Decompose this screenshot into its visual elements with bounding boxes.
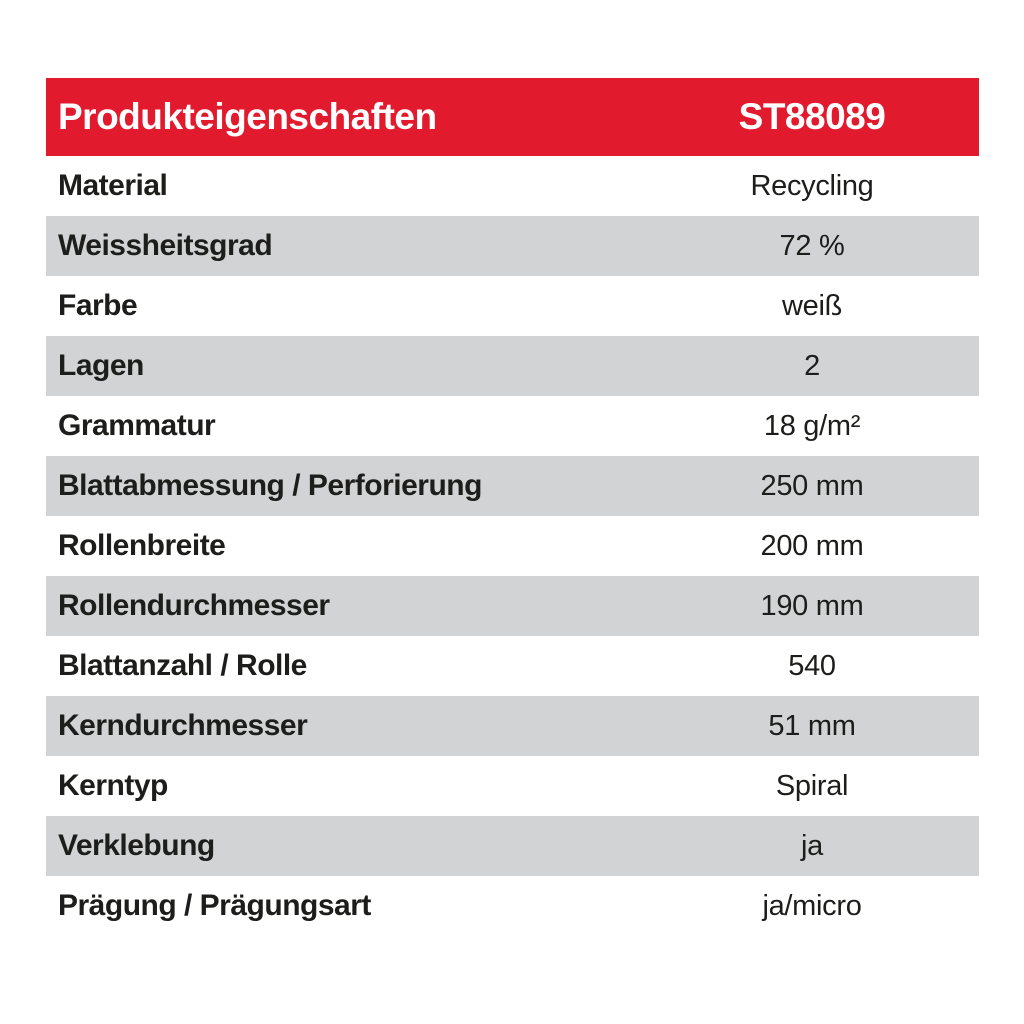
table-row bbox=[46, 696, 979, 756]
property-label: Rollendurchmesser bbox=[58, 589, 330, 622]
table-row bbox=[46, 156, 979, 216]
property-value: Spiral bbox=[775, 769, 849, 802]
property-label: Lagen bbox=[58, 349, 144, 382]
property-value: weiß bbox=[781, 289, 843, 322]
property-value: 51 mm bbox=[768, 709, 856, 742]
table-row bbox=[46, 456, 979, 516]
property-value: 200 mm bbox=[760, 529, 864, 562]
property-label: Material bbox=[58, 169, 168, 202]
property-label: Blattanzahl / Rolle bbox=[58, 649, 307, 682]
table-row bbox=[46, 396, 979, 456]
property-label: Grammatur bbox=[58, 409, 216, 442]
table-title: Produkteigenschaften bbox=[58, 96, 437, 137]
property-value: Recycling bbox=[750, 169, 874, 202]
table-row bbox=[46, 216, 979, 276]
table-row bbox=[46, 336, 979, 396]
property-label: Farbe bbox=[58, 289, 138, 322]
property-label: Verklebung bbox=[58, 829, 215, 862]
property-label: Blattabmessung / Perforierung bbox=[58, 469, 482, 502]
table-row bbox=[46, 576, 979, 636]
property-value: 540 bbox=[788, 649, 836, 682]
product-properties-table bbox=[46, 78, 979, 936]
property-label: Kerntyp bbox=[58, 769, 168, 802]
property-value: ja/micro bbox=[762, 889, 862, 922]
property-value: 2 bbox=[804, 349, 820, 382]
property-label: Prägung / Prägungsart bbox=[58, 889, 371, 922]
product-code: ST88089 bbox=[738, 96, 886, 137]
property-label: Kerndurchmesser bbox=[58, 709, 308, 742]
table-row bbox=[46, 516, 979, 576]
property-value: 18 g/m² bbox=[763, 409, 861, 442]
property-value: 250 mm bbox=[760, 469, 864, 502]
table-row bbox=[46, 276, 979, 336]
table-row bbox=[46, 636, 979, 696]
table-row bbox=[46, 756, 979, 816]
table-header bbox=[46, 78, 979, 156]
property-value: ja bbox=[801, 829, 823, 862]
table-row bbox=[46, 816, 979, 876]
property-label: Rollenbreite bbox=[58, 529, 226, 562]
property-value: 190 mm bbox=[760, 589, 864, 622]
property-label: Weissheitsgrad bbox=[58, 229, 273, 262]
table-body bbox=[46, 156, 979, 936]
table-row bbox=[46, 876, 979, 936]
property-value: 72 % bbox=[779, 229, 845, 262]
